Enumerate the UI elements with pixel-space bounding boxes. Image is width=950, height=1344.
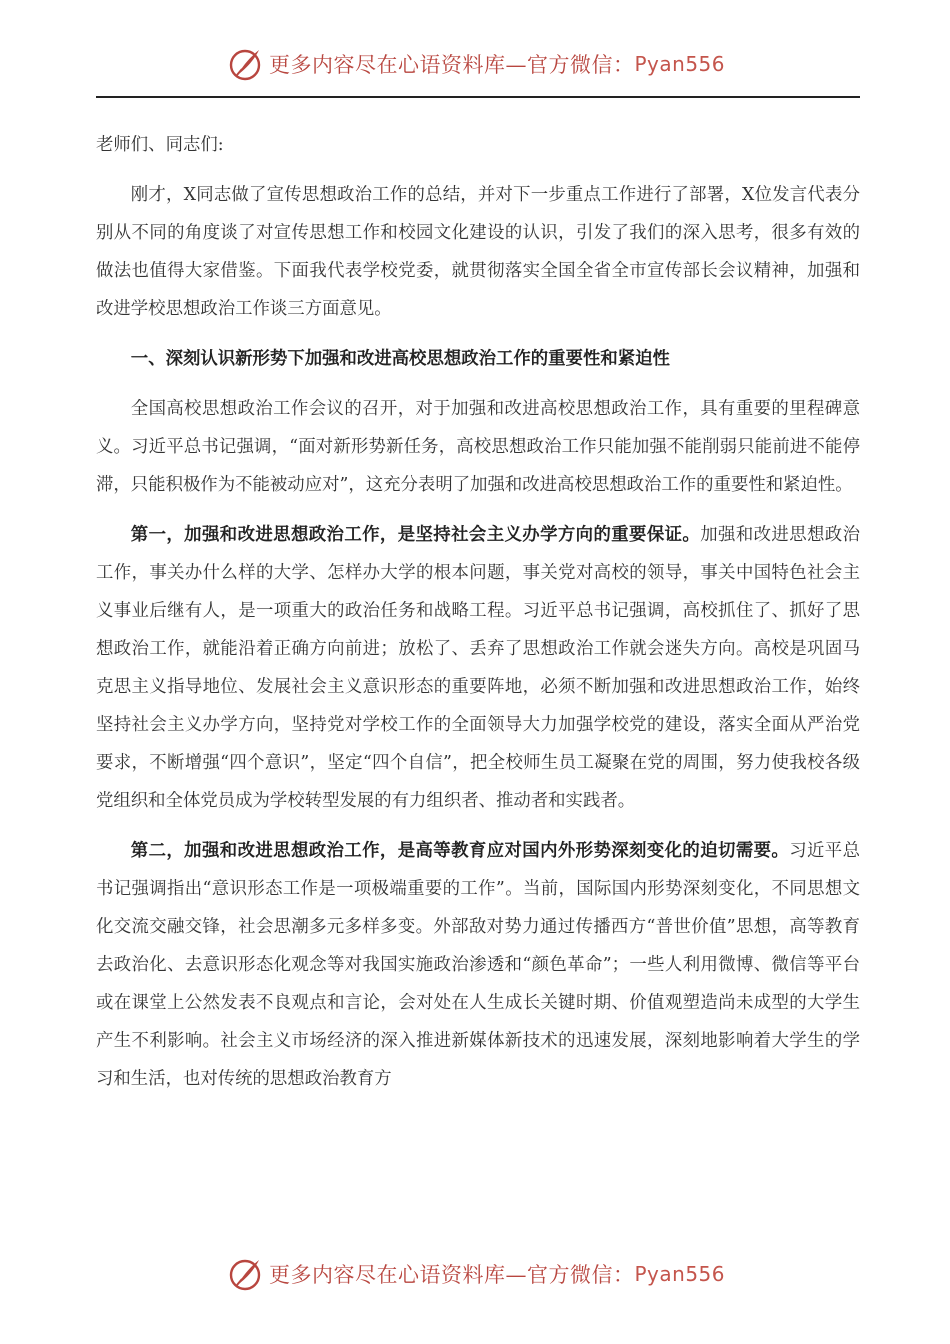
point-1 (96, 516, 860, 820)
point-1-body: 加强和改进思想政治工作，事关办什么样的大学、怎样办大学的根本问题，事关党对高校的领导，事关中国特色社会主义事业后继有人，是一项重大的政治任务和战略工程。习近平总书记强调，高校抓住了、抓好了思想政治工作，就能沿着正确方向前进；放松了、丢弃了思想政治工作就会迷失方向。高校是巩固马克思主义指导地位、发展社会主义意识形态的重要阵地，必须不断加强和改进思想政治工作，始终坚持社会主义办学方向，坚持党对学校工作的全面领导大力加强学校党的建设，落实全面从严治党要求，不断增强“四个意识”，坚定“四个自信”，把全校师生员工凝聚在党的周围，努力使我校各级党组织和全体党员成为学校转型发展的有力组织者、推动者和实践者。 (96, 525, 860, 811)
banner-text: 更多内容尽在心语资料库—官方微信： (268, 1263, 635, 1287)
section-heading: 一、深刻认识新形势下加强和改进高校思想政治工作的重要性和紧迫性 (130, 349, 670, 369)
point-2-title: 第二，加强和改进思想政治工作，是高等教育应对国内外形势深刻变化的迫切需要。 (130, 841, 790, 861)
banner-wechat-id: Pyan556 (634, 1262, 725, 1286)
greeting: 老师们、同志们: (96, 135, 224, 155)
header-banner (0, 44, 950, 84)
point-2-body: 习近平总书记强调指出“意识形态工作是一项极端重要的工作”。当前，国际国内形势深刻变化，不同思想文化交流交融交锋，社会思潮多元多样多变。外部敌对势力通过传播西方“普世价值”思想，高等教育去政治化、去意识形态化观念等对我国实施政治渗透和“颜色革命”；一些人利用微博、微信等平台或在课堂上公然发表不良观点和言论，会对处在人生成长关键时期、价值观塑造尚未成型的大学生产生不利影响。社会主义市场经济的深入推进新媒体新技术的迅速发展，深刻地影响着大学生的学习和生活，也对传统的思想政治教育方 (96, 841, 860, 1089)
intro-paragraph: 刚才，X同志做了宣传思想政治工作的总结，并对下一步重点工作进行了部署，X位发言代表分别从不同的角度谈了对宣传思想工作和校园文化建设的认识，引发了我们的深入思考，很多有效的做法也值得大家借鉴。下面我代表学校党委，就贯彻落实全国全省全市宣传部长会议精神，加强和改进学校思想政治工作谈三方面意见。 (96, 185, 860, 319)
header-divider (96, 96, 860, 98)
point-2 (96, 832, 860, 1098)
paragraph-1: 全国高校思想政治工作会议的召开，对于加强和改进高校思想政治工作，具有重要的里程碑意义。习近平总书记强调，“面对新形势新任务，高校思想政治工作只能加强不能削弱只能前进不能停滞，只能积极作为不能被动应对”，这充分表明了加强和改进高校思想政治工作的重要性和紧迫性。 (96, 399, 860, 495)
quill-logo-icon (225, 44, 265, 84)
banner-wechat-id: Pyan556 (634, 52, 725, 76)
banner-text: 更多内容尽在心语资料库—官方微信： (268, 53, 635, 77)
quill-logo-icon (225, 1254, 265, 1294)
document-body (96, 126, 860, 1098)
point-1-title: 第一，加强和改进思想政治工作，是坚持社会主义办学方向的重要保证。 (130, 525, 701, 545)
footer-banner (0, 1254, 950, 1294)
